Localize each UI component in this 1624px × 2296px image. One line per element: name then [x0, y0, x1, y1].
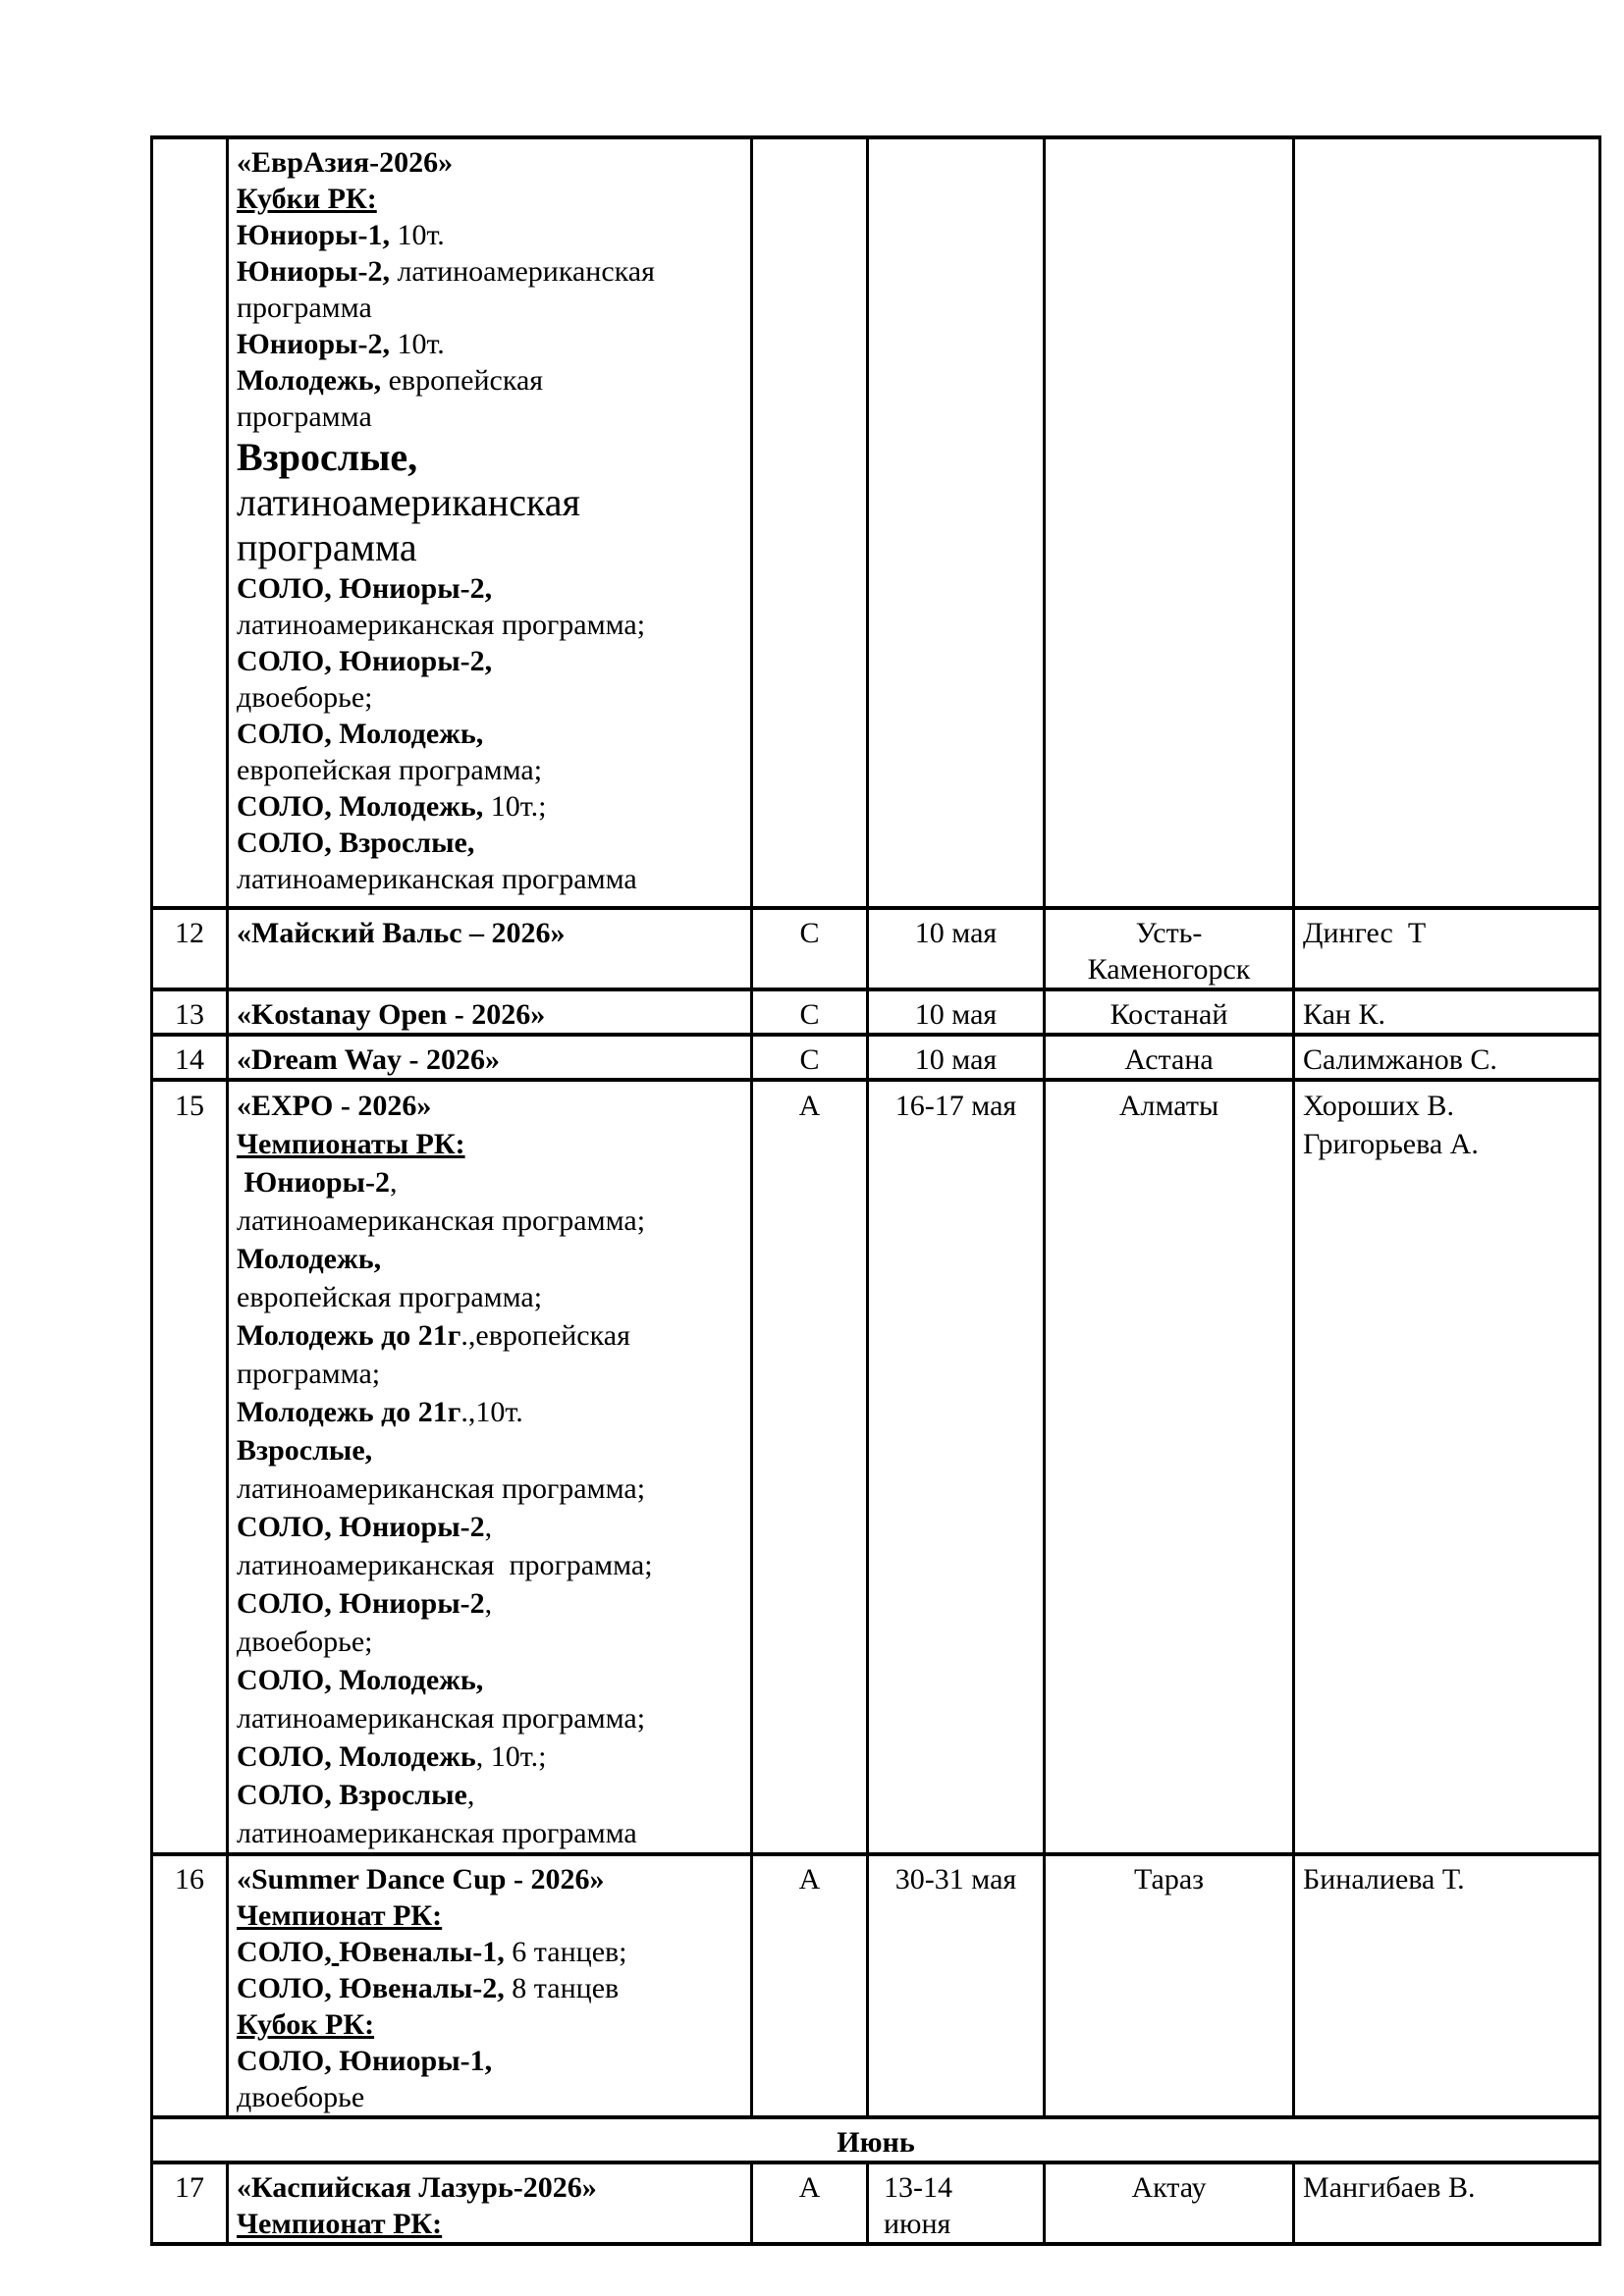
event-text-line [237, 996, 742, 1033]
text-segment: 10т.; [483, 790, 547, 823]
organizer-cell [1294, 137, 1600, 908]
text-segment: 16-17 мая [894, 1090, 1017, 1122]
text-segment: «Kostanay Open - 2026» [237, 998, 546, 1031]
row-number-cell: 12 [152, 908, 228, 989]
date-line [884, 2169, 1035, 2206]
event-text-line [237, 1355, 742, 1393]
city-line [1054, 915, 1284, 951]
city-cell [1045, 137, 1294, 908]
text-segment: латиноамериканская программа [237, 863, 637, 895]
table-row [152, 1080, 1600, 1854]
organizer-line [1303, 1125, 1591, 1163]
text-segment: «EXPO - 2026» [237, 1090, 432, 1122]
text-segment: Кубки РК: [237, 183, 377, 215]
event-text-line [237, 2206, 742, 2242]
event-text-line [237, 1584, 742, 1623]
text-segment: Молодежь, [237, 1243, 382, 1275]
text-segment: Дингес Т [1303, 917, 1427, 949]
organizer-cell [1294, 1854, 1600, 2117]
text-segment: СОЛО, Юниоры-2 [237, 1587, 485, 1620]
category-cell: А [752, 1854, 868, 2117]
event-text-line [237, 290, 742, 326]
event-text-line [237, 2006, 742, 2043]
event-text-line [237, 1934, 742, 1970]
category-cell: С [752, 1035, 868, 1080]
text-segment: Юниоры-2 [244, 1166, 390, 1199]
city-line [1054, 2169, 1284, 2206]
text-segment: Астана [1124, 1043, 1214, 1076]
text-segment: СОЛО, Юниоры-2, [237, 572, 493, 605]
category-cell: С [752, 908, 868, 989]
text-segment: 6 танцев; [504, 1936, 627, 1968]
organizer-cell [1294, 989, 1600, 1035]
city-line [1054, 1861, 1284, 1897]
text-segment: двоеборье; [237, 681, 373, 714]
event-text-line [237, 679, 742, 716]
text-segment: , [389, 1166, 398, 1199]
text-segment: латиноамериканская [389, 255, 655, 288]
city-line [1054, 1041, 1284, 1078]
event-text-line [237, 144, 742, 181]
event-text-line [237, 435, 742, 480]
text-segment: «Summer Dance Cup - 2026» [237, 1863, 605, 1896]
text-segment: латиноамериканская программа; [237, 1549, 653, 1581]
text-segment: .,европейская [460, 1319, 630, 1352]
text-segment: Усть- [1135, 917, 1203, 949]
text-segment: латиноамериканская программа; [237, 1472, 646, 1505]
event-cell [228, 1080, 752, 1854]
text-segment: СОЛО, [237, 1936, 332, 1968]
row-number-cell: 16 [152, 1854, 228, 2117]
text-segment: СОЛО, Взрослые [237, 1779, 467, 1811]
text-segment: июня [884, 2208, 951, 2240]
text-segment: Хороших В. [1303, 1090, 1454, 1122]
event-text-line [237, 915, 742, 951]
event-text-line [237, 825, 742, 861]
event-text-line [237, 1508, 742, 1546]
text-segment: латиноамериканская [237, 480, 580, 524]
text-segment: СОЛО, Юниоры-2, [237, 645, 493, 677]
event-text-line [237, 1469, 742, 1508]
city-line [1054, 1087, 1284, 1125]
text-segment: Юниоры-2, [237, 328, 390, 360]
event-text-line [237, 253, 742, 290]
event-text-line [237, 480, 742, 525]
row-number-cell: 17 [152, 2163, 228, 2244]
date-line [877, 1861, 1035, 1897]
event-text-line [237, 1393, 742, 1431]
text-segment: Григорьева А. [1303, 1128, 1479, 1160]
date-cell [868, 137, 1045, 908]
table-row [152, 2163, 1600, 2244]
text-segment: программа [237, 292, 372, 324]
organizer-cell [1294, 1035, 1600, 1080]
event-text-line [237, 525, 742, 570]
event-text-line [237, 1087, 742, 1125]
event-cell [228, 2163, 752, 2244]
text-segment [237, 1166, 244, 1199]
text-segment: «ЕврАзия-2026» [237, 146, 454, 179]
city-cell [1045, 989, 1294, 1035]
text-segment: «Dream Way - 2026» [237, 1043, 501, 1076]
event-cell [228, 1035, 752, 1080]
month-section-row [152, 2117, 1600, 2163]
text-segment: Молодежь до 21г [237, 1319, 461, 1352]
text-segment: СОЛО, Юниоры-1, [237, 2045, 493, 2077]
category-cell [752, 137, 868, 908]
event-text-line [237, 1163, 742, 1201]
text-segment: Чемпионат РК: [237, 2208, 443, 2240]
text-segment: Юниоры-2, [237, 255, 390, 288]
event-text-line [237, 2043, 742, 2079]
city-line [1054, 996, 1284, 1033]
event-text-line [237, 1201, 742, 1240]
text-segment: 10 мая [914, 1043, 998, 1076]
organizer-line [1303, 1041, 1591, 1078]
text-segment: Кан К. [1303, 998, 1385, 1031]
table-row [152, 1035, 1600, 1080]
date-line [877, 915, 1035, 951]
date-cell [868, 2163, 1045, 2244]
event-cell [228, 989, 752, 1035]
organizer-cell [1294, 1080, 1600, 1854]
date-line [877, 996, 1035, 1033]
city-cell [1045, 1080, 1294, 1854]
text-segment: Ювеналы-1, [339, 1936, 505, 1968]
event-text-line [237, 716, 742, 752]
event-text-line [237, 643, 742, 679]
event-text-line [237, 1897, 742, 1934]
row-number-cell: 15 [152, 1080, 228, 1854]
text-segment: Кубок РК: [237, 2008, 375, 2041]
event-text-line [237, 362, 742, 399]
event-text-line [237, 1970, 742, 2006]
event-text-line [237, 570, 742, 607]
text-segment: , 10т.; [475, 1740, 547, 1773]
event-text-line [237, 1041, 742, 1078]
category-cell: А [752, 1080, 868, 1854]
text-segment: европейская программа; [237, 1281, 543, 1313]
date-cell [868, 1035, 1045, 1080]
date-cell [868, 1080, 1045, 1854]
event-cell [228, 137, 752, 908]
text-segment: Тараз [1133, 1863, 1205, 1896]
text-segment: латиноамериканская программа; [237, 609, 646, 641]
organizer-line [1303, 2169, 1591, 2206]
competition-schedule-table [150, 135, 1601, 2246]
text-segment: СОЛО, Ювеналы-2, [237, 1972, 505, 2004]
event-text-line [237, 1278, 742, 1316]
text-segment: 8 танцев [504, 1972, 620, 2004]
text-segment: Алматы [1118, 1090, 1219, 1122]
text-segment: Чемпионаты РК: [237, 1128, 465, 1160]
text-segment: Юниоры-1, [237, 219, 390, 251]
event-cell [228, 1854, 752, 2117]
text-segment: 10т. [389, 328, 445, 360]
row-number-cell: 14 [152, 1035, 228, 1080]
text-segment: европейская [381, 364, 544, 397]
date-line [877, 1087, 1035, 1125]
text-segment: 10т. [389, 219, 445, 251]
text-segment: СОЛО, Взрослые, [237, 827, 475, 859]
event-text-line [237, 1125, 742, 1163]
text-segment: СОЛО, Молодежь, [237, 718, 484, 750]
text-segment: Каменогорск [1087, 953, 1251, 986]
event-text-line [237, 1776, 742, 1814]
organizer-cell [1294, 2163, 1600, 2244]
text-segment: Салимжанов С. [1303, 1043, 1497, 1076]
row-number-cell: 13 [152, 989, 228, 1035]
event-text-line [237, 1240, 742, 1278]
city-line [1054, 951, 1284, 988]
date-line [877, 1041, 1035, 1078]
event-text-line [237, 607, 742, 643]
category-cell: С [752, 989, 868, 1035]
date-cell [868, 908, 1045, 989]
event-cell [228, 908, 752, 989]
event-text-line [237, 1431, 742, 1469]
event-text-line [237, 217, 742, 253]
event-text-line [237, 1699, 742, 1737]
city-cell [1045, 908, 1294, 989]
text-segment: , [484, 1587, 493, 1620]
table-body [152, 137, 1600, 2244]
event-text-line [237, 861, 742, 897]
date-cell [868, 1854, 1045, 2117]
text-segment: 30-31 мая [894, 1863, 1017, 1896]
event-text-line [237, 326, 742, 362]
table-row [152, 1854, 1600, 2117]
organizer-line [1303, 1087, 1591, 1125]
date-cell [868, 989, 1045, 1035]
organizer-line [1303, 996, 1591, 1033]
text-segment: СОЛО, Молодежь, [237, 1664, 484, 1696]
row-number-cell [152, 137, 228, 908]
text-segment: латиноамериканская программа; [237, 1702, 646, 1735]
table-row [152, 908, 1600, 989]
text-segment: Чемпионат РК: [237, 1899, 443, 1932]
event-text-line [237, 181, 742, 217]
text-segment: СОЛО, Молодежь, [237, 790, 484, 823]
event-text-line [237, 1623, 742, 1661]
organizer-line [1303, 915, 1591, 951]
month-section-label: Июнь [152, 2117, 1600, 2163]
text-segment: , [484, 1511, 493, 1543]
text-segment: 10 мая [914, 917, 998, 949]
text-segment: двоеборье; [237, 1626, 373, 1658]
table-row [152, 137, 1600, 908]
text-segment: европейская программа; [237, 754, 543, 786]
city-cell [1045, 2163, 1294, 2244]
text-segment: двоеборье [237, 2081, 365, 2113]
event-text-line [237, 399, 742, 435]
event-text-line [237, 1737, 742, 1776]
table-row [152, 989, 1600, 1035]
text-segment: СОЛО, Юниоры-2 [237, 1511, 485, 1543]
organizer-cell [1294, 908, 1600, 989]
event-text-line [237, 1661, 742, 1699]
text-segment: «Майский Вальс – 2026» [237, 917, 566, 949]
text-segment: СОЛО, Молодежь [237, 1740, 476, 1773]
event-text-line [237, 2169, 742, 2206]
event-text-line [237, 1814, 742, 1852]
city-cell [1045, 1035, 1294, 1080]
event-text-line [237, 2079, 742, 2115]
text-segment: Костанай [1110, 998, 1228, 1031]
text-segment: Взрослые, [237, 435, 418, 479]
event-text-line [237, 752, 742, 788]
text-segment: , [466, 1779, 475, 1811]
text-segment: «Каспийская Лазурь-2026» [237, 2171, 597, 2204]
organizer-line [1303, 1861, 1591, 1897]
category-cell: А [752, 2163, 868, 2244]
event-text-line [237, 1861, 742, 1897]
text-segment: 10 мая [914, 998, 998, 1031]
date-line [884, 2206, 1035, 2242]
text-segment: Взрослые, [237, 1434, 373, 1467]
text-segment: латиноамериканская программа [237, 1817, 637, 1849]
text-segment: Молодежь, [237, 364, 382, 397]
event-text-line [237, 1316, 742, 1355]
event-text-line [237, 1546, 742, 1584]
text-segment: .,10т. [460, 1396, 523, 1428]
text-segment: Молодежь до 21г [237, 1396, 461, 1428]
text-segment: латиноамериканская программа; [237, 1204, 646, 1237]
city-cell [1045, 1854, 1294, 2117]
event-text-line [237, 788, 742, 825]
text-segment: программа [237, 525, 417, 569]
text-segment: программа; [237, 1358, 381, 1390]
text-segment: Биналиева Т. [1303, 1863, 1465, 1896]
text-segment: Актау [1131, 2171, 1207, 2204]
text-segment: 13-14 [884, 2171, 952, 2204]
text-segment: программа [237, 400, 372, 433]
text-segment: Мангибаев В. [1303, 2171, 1476, 2204]
